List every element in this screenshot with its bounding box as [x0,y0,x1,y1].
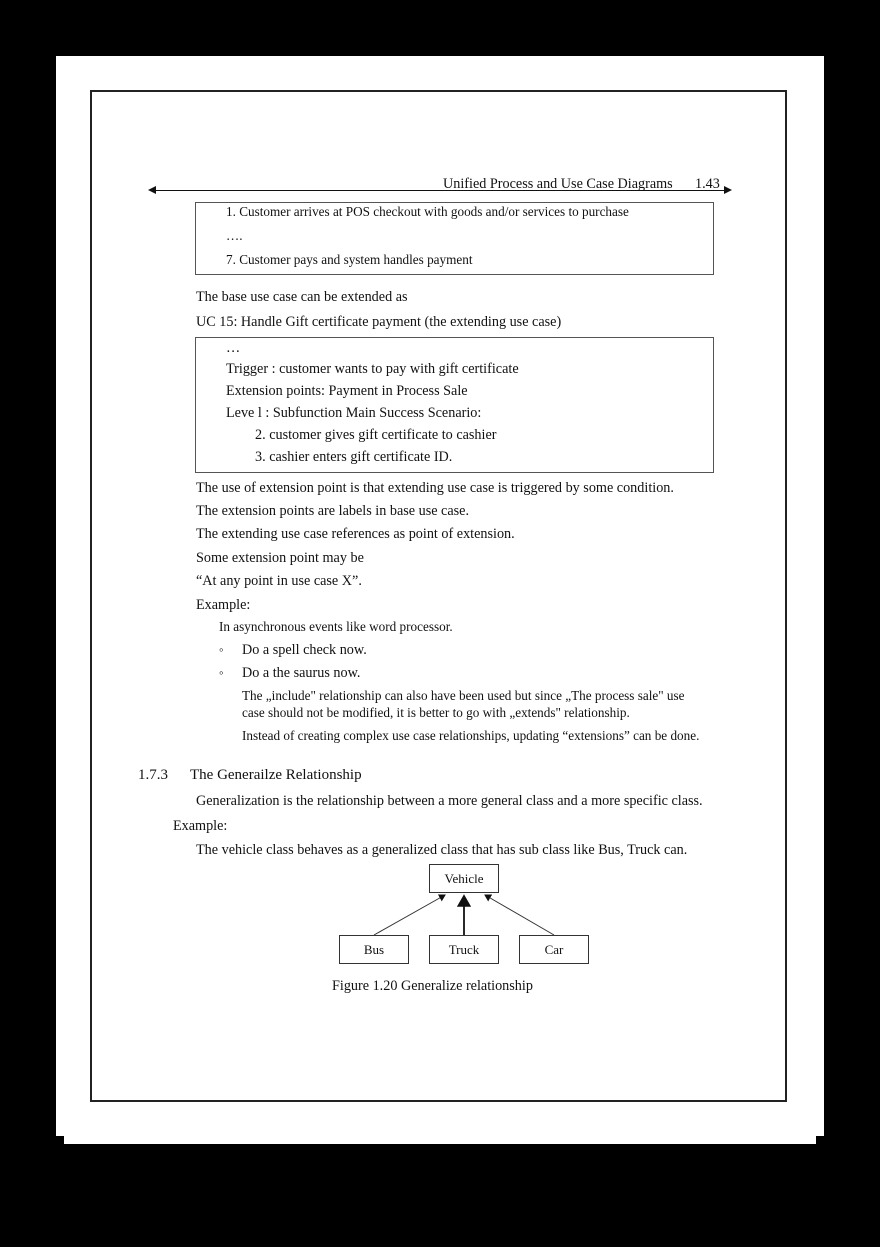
body-line: “At any point in use case X”. [196,573,362,589]
box-step: 3. cashier enters gift certificate ID. [255,449,453,465]
body-line: The extending use case references as point of extension. [196,526,515,542]
figure-caption: Figure 1.20 Generalize relationship [332,978,533,994]
class-box-car: Car [519,935,589,964]
box-ellipsis: … [226,340,241,356]
section-definition: Generalization is the relationship between a more general class and a more specific class. [196,793,703,809]
page-number: 1.43 [695,176,720,192]
box-line: 7. Customer pays and system handles payment [226,252,473,267]
bullet-item: Do a the saurus now. [242,665,361,681]
use-case-title: UC 15: Handle Gift certificate payment (the extending use case) [196,314,562,330]
body-line: The extension points are labels in base use case. [196,503,470,519]
note-line: The „include" relationship can also have been used but since „The process sale" use [242,688,685,703]
class-box-bus: Bus [339,935,409,964]
section-number: 1.7.3 [138,767,168,783]
box-line: 1. Customer arrives at POS checkout with goods and/or services to purchase [226,204,629,219]
note-line: case should not be modified, it is better to go with „extends" relationship. [242,705,630,720]
box-line: …. [226,228,243,243]
section-title: The Generailze Relationship [190,767,362,783]
body-line: The use of extension point is that extending use case is triggered by some condition. [196,480,674,496]
class-box-truck: Truck [429,935,499,964]
body-line: Example: [196,597,251,613]
example-label: Example: [173,818,228,834]
bullet-icon: ◦ [219,642,224,657]
example-text: The vehicle class behaves as a generalized class that has sub class like Bus, Truck can. [196,842,688,858]
note-line: Instead of creating complex use case relationships, updating “extensions” can be done. [242,728,700,743]
box-trigger: Trigger : customer wants to pay with gift certificate [226,361,519,377]
body-line: Some extension point may be [196,550,364,566]
paragraph: The base use case can be extended as [196,289,408,305]
box-level: Leve l : Subfunction Main Success Scenario: [226,405,482,421]
example-intro: In asynchronous events like word processor. [219,619,453,634]
bullet-icon: ◦ [219,665,224,680]
bullet-item: Do a spell check now. [242,642,367,658]
class-box-vehicle: Vehicle [429,864,499,893]
box-step: 2. customer gives gift certificate to cashier [255,427,497,443]
box-extension-points: Extension points: Payment in Process Sale [226,383,468,399]
running-header-title: Unified Process and Use Case Diagrams [443,176,673,192]
